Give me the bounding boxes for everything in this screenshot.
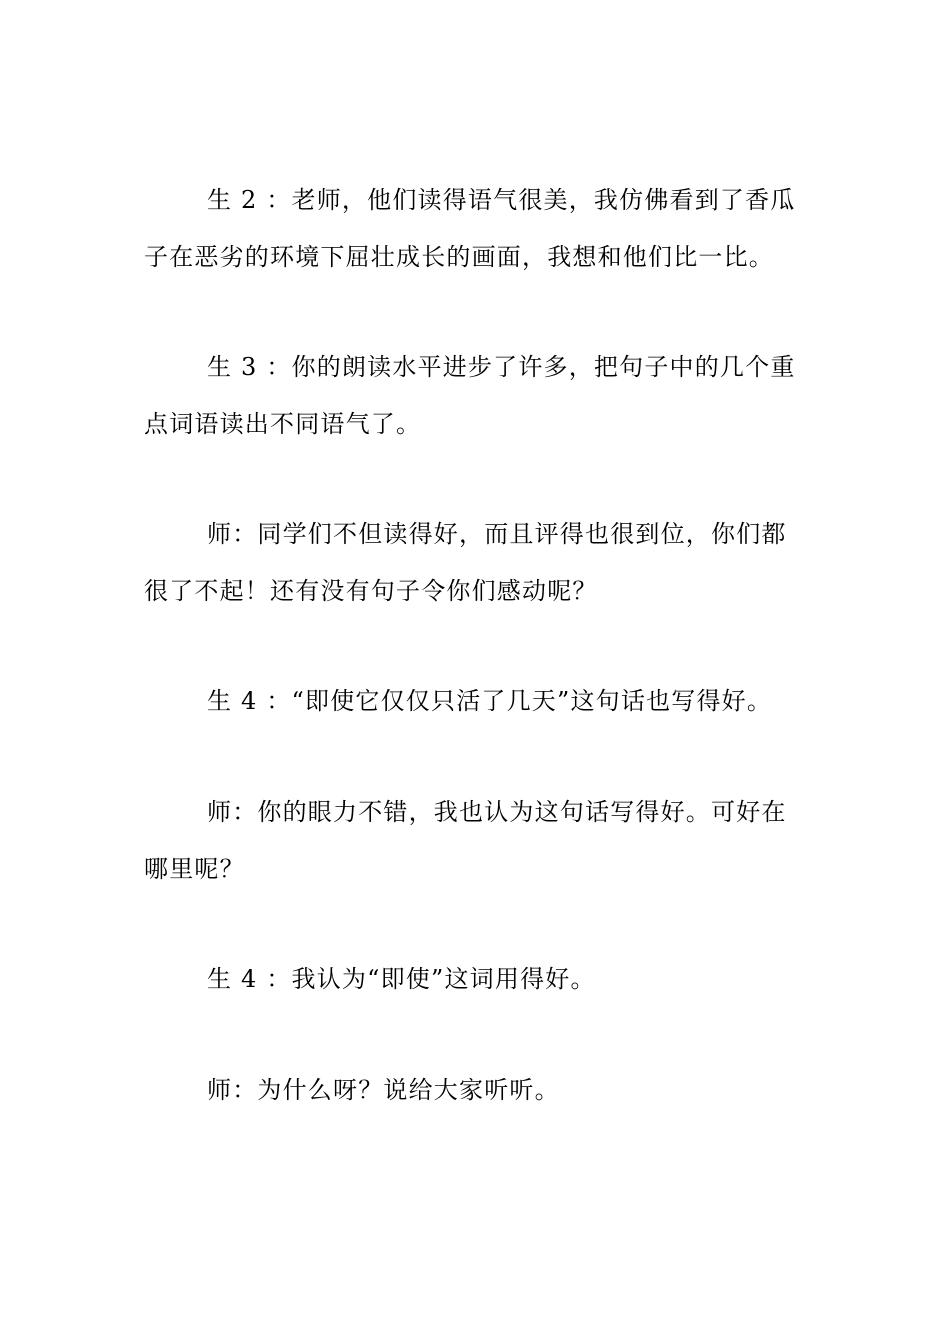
paragraph-teacher-2: 师：你的眼力不错，我也认为这句话写得好。可好在哪里呢？ [144,798,787,883]
paragraph-teacher-1: 师：同学们不但读得好，而且评得也很到位，你们都很了不起！还有没有句子令你们感动呢？ [144,520,787,605]
paragraph-student-4-b: 生 4 ：我认为“即使”这词用得好。 [207,965,596,993]
paragraph-student-4-a: 生 4 ：“即使它仅仅只活了几天”这句话也写得好。 [207,687,773,715]
paragraph-teacher-3: 师：为什么呀？说给大家听听。 [207,1076,560,1104]
paragraph-student-2: 生 2 ：老师，他们读得语气很美，我仿佛看到了香瓜子在恶劣的环境下屈壮成长的画面，我想和他们比一比。 [144,186,796,271]
paragraph-student-3: 生 3 ：你的朗读水平进步了许多，把句子中的几个重点词语读出不同语气了。 [144,353,796,438]
